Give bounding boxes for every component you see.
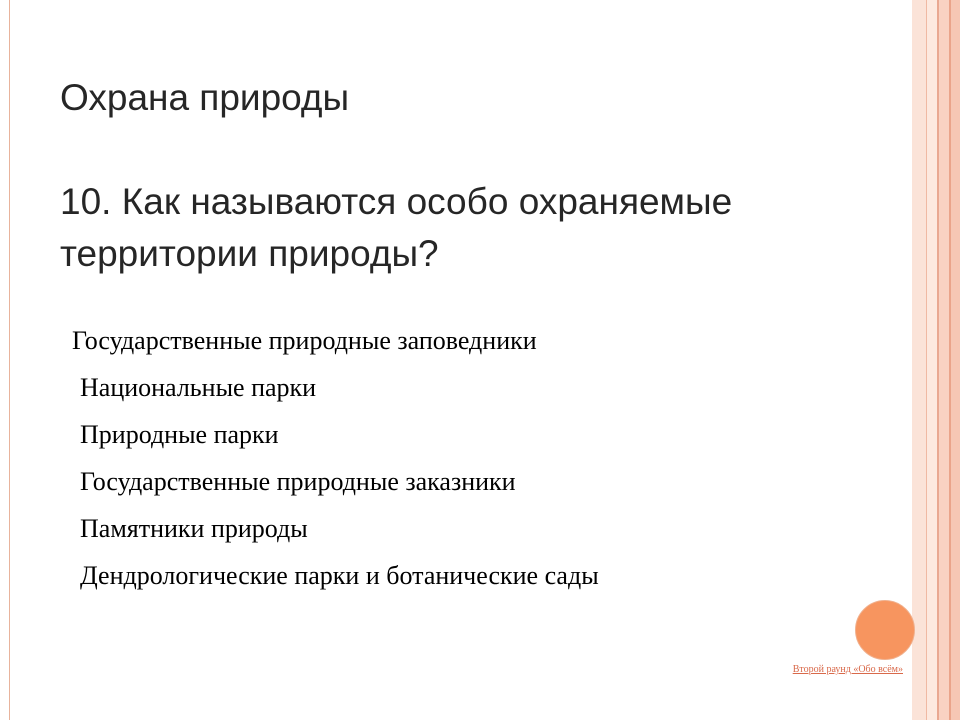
title-line-question-1: 10. Как называются особо охраняемые — [60, 181, 733, 222]
answer-list — [72, 317, 599, 599]
decorative-orange-circle — [855, 600, 915, 660]
left-frame-line — [9, 0, 10, 720]
title-line-spacer — [60, 124, 920, 176]
title-line-question-2: территории природы? — [60, 233, 439, 274]
answer-item: Государственные природные заказники — [80, 467, 516, 496]
round-link[interactable]: Второй раунд «Обо всём» — [792, 664, 903, 675]
title-line-topic: Охрана природы — [60, 77, 350, 118]
answer-item: Государственные природные заповедники — [72, 326, 537, 355]
answer-item: Природные парки — [80, 420, 279, 449]
answer-item: Памятники природы — [80, 514, 308, 543]
answer-item: Дендрологические парки и ботанические сады — [80, 561, 599, 590]
slide-title — [60, 72, 920, 280]
answer-item: Национальные парки — [80, 373, 317, 402]
